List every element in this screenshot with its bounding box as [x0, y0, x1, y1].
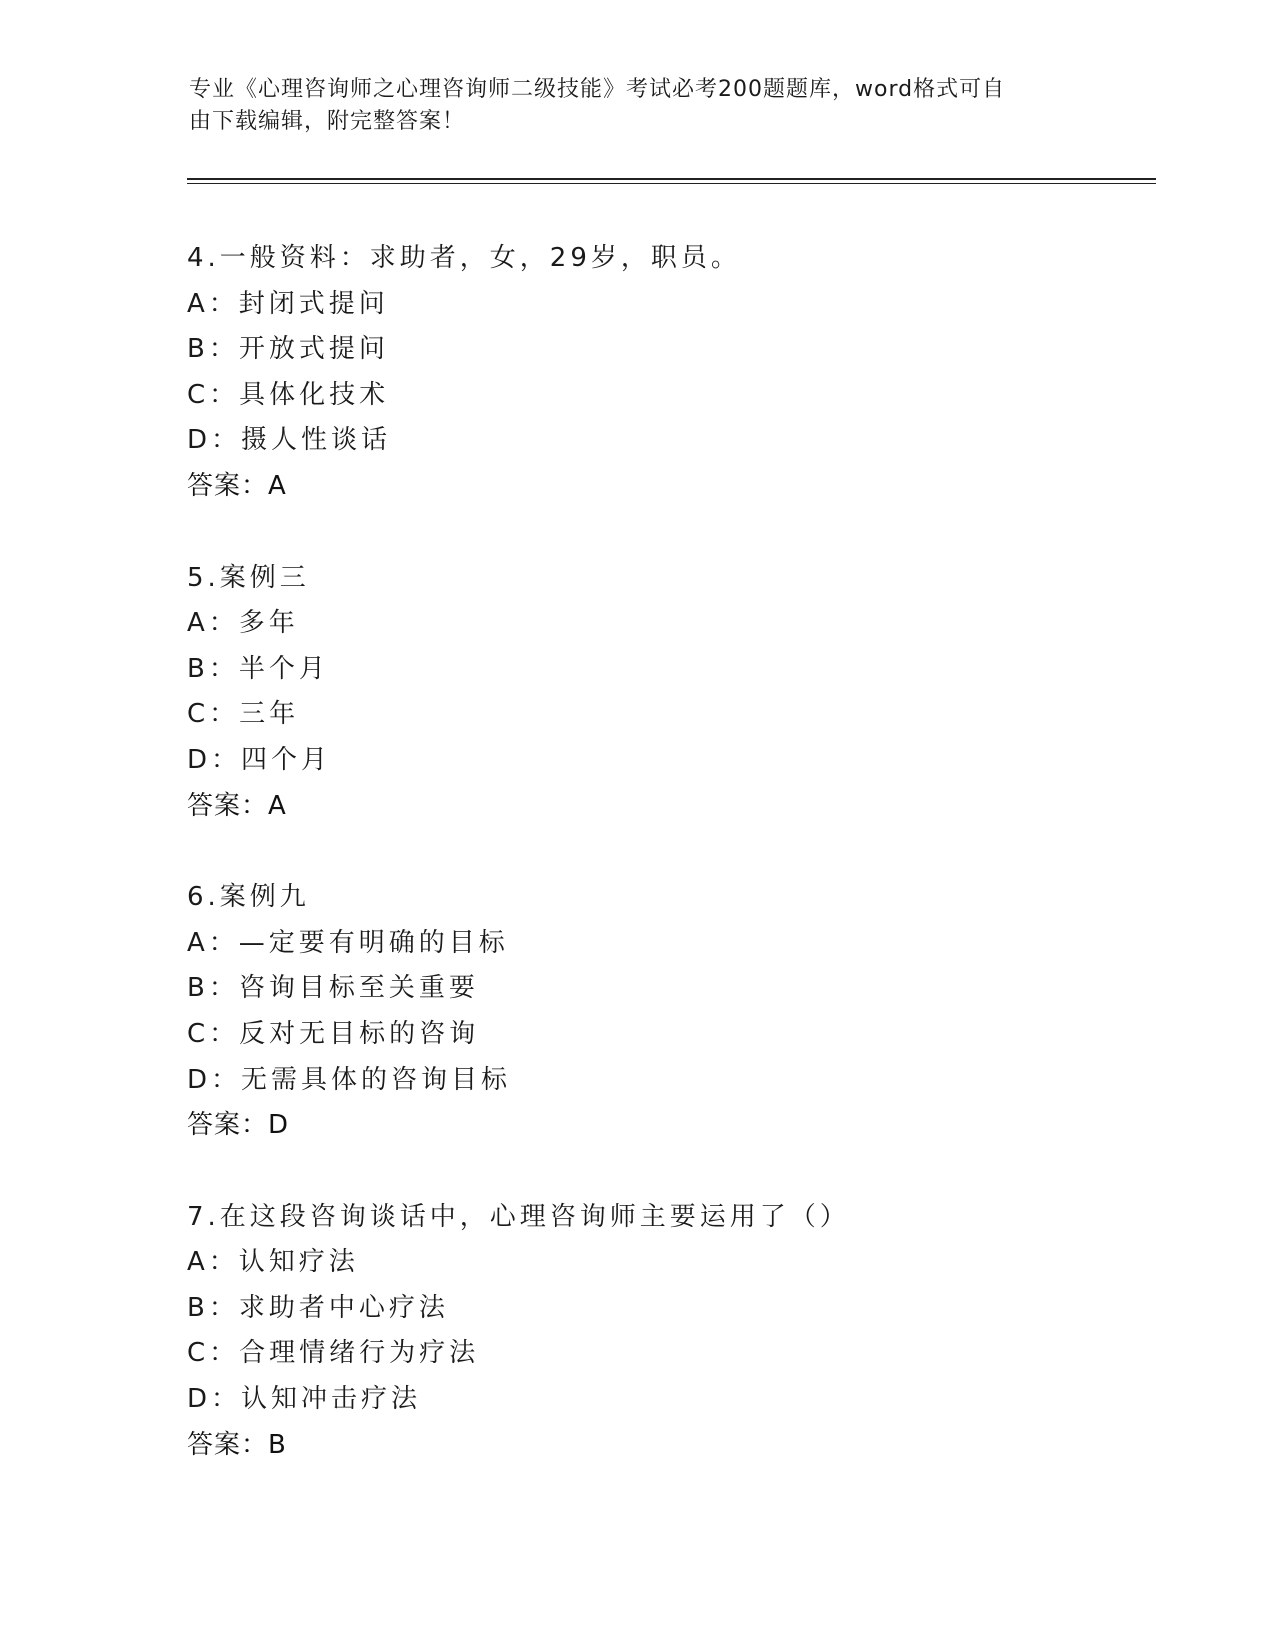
- option-a: A：—定要有明确的目标: [187, 927, 509, 958]
- option-b: B：咨询目标至关重要: [187, 973, 479, 1004]
- option-b: B：开放式提问: [187, 334, 389, 365]
- option-d: D：摄人性谈话: [187, 425, 392, 456]
- answer-line: 答案：A: [187, 470, 287, 501]
- header-divider-thin: [187, 183, 1156, 184]
- question-stem: 5.案例三: [187, 562, 310, 593]
- question-stem: 7.在这段咨询谈话中，心理咨询师主要运用了（）: [187, 1201, 850, 1232]
- option-c: C：具体化技术: [187, 379, 390, 410]
- answer-line: 答案：B: [187, 1429, 287, 1460]
- option-d: D：无需具体的咨询目标: [187, 1064, 512, 1095]
- option-b: B：半个月: [187, 653, 329, 684]
- option-b: B：求助者中心疗法: [187, 1292, 449, 1323]
- option-d: D：认知冲击疗法: [187, 1384, 422, 1415]
- option-a: A：认知疗法: [187, 1247, 359, 1278]
- option-a: A：多年: [187, 608, 299, 639]
- option-c: C：反对无目标的咨询: [187, 1018, 480, 1049]
- question-stem: 6.案例九: [187, 882, 310, 913]
- header-divider-thick: [187, 178, 1156, 180]
- question-stem: 4.一般资料：求助者，女，29岁，职员。: [187, 243, 741, 273]
- option-a: A：封闭式提问: [187, 288, 389, 319]
- question-6: [187, 875, 1147, 1149]
- option-d: D：四个月: [187, 744, 332, 775]
- question-list: [187, 236, 1147, 1514]
- question-7: [187, 1195, 1147, 1469]
- header-line-1: 专业《心理咨询师之心理咨询师二级技能》考试必考200题题库，word格式可自: [189, 77, 1006, 102]
- document-header: [189, 74, 1069, 138]
- answer-line: 答案：A: [187, 790, 287, 821]
- question-5: [187, 556, 1147, 830]
- answer-line: 答案：D: [187, 1110, 290, 1141]
- question-4: [187, 236, 1147, 510]
- option-c: C：三年: [187, 699, 300, 730]
- option-c: C：合理情绪行为疗法: [187, 1338, 480, 1369]
- header-line-2: 由下载编辑，附完整答案！: [189, 109, 466, 134]
